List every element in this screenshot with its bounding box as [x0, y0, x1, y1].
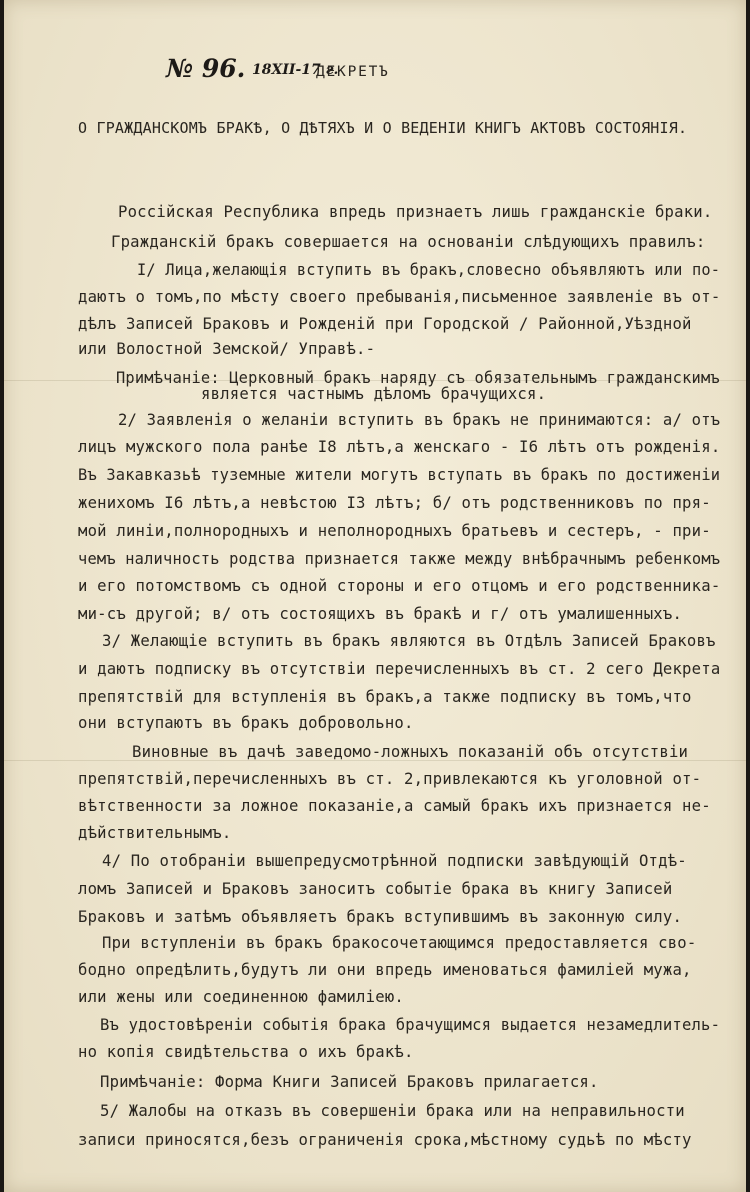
text-line: 3/ Желающіе вступить въ бракъ являются въ Отдѣлъ Записей Браковъ: [102, 632, 716, 650]
text-line: и даютъ подписку въ отсутствіи перечисленныхъ въ ст. 2 сего Декрета: [78, 660, 721, 678]
text-line: Примѣчаніе: Форма Книги Записей Браковъ прилагается.: [100, 1073, 599, 1091]
text-line: даютъ о томъ,по мѣсту своего пребыванія,письменное заявленіе въ от-: [78, 288, 721, 306]
text-line: дѣйствительнымъ.: [78, 824, 232, 842]
text-line: или жены или соединенною фамиліею.: [78, 988, 404, 1006]
text-line: бодно опредѣлить,будутъ ли они впредь именоваться фамиліей мужа,: [78, 961, 692, 979]
text-line: лицъ мужского пола ранѣе I8 лѣтъ,а женскаго - I6 лѣтъ отъ рожденія.: [78, 438, 721, 456]
text-line: они вступаютъ въ бракъ добровольно.: [78, 714, 414, 732]
text-line: но копія свидѣтельства о ихъ бракѣ.: [78, 1043, 414, 1061]
text-line: или Волостной Земской/ Управѣ.-: [78, 340, 376, 358]
handwritten-date: 18XII-17 г.: [252, 62, 339, 78]
text-line: Примѣчаніе: Церковный бракъ наряду съ обязательнымъ гражданскимъ: [116, 369, 720, 387]
text-line: I/ Лица,желающія вступить въ бракъ,словесно объявляютъ или по-: [137, 261, 721, 279]
page-subtitle: О ГРАЖДАНСКОМЪ БРАКѢ, О ДѢТЯХЪ И О ВЕДЕНІИ КНИГЪ АКТОВЪ СОСТОЯНІЯ.: [78, 119, 688, 137]
handwritten-number: № 96.: [166, 54, 246, 83]
text-line: Въ Закавказьѣ туземные жители могутъ вступать въ бракъ по достиженіи: [78, 466, 721, 484]
text-line: Россійская Республика впредь признаетъ лишь гражданскіе браки.: [118, 203, 713, 221]
text-line: Въ удостовѣреніи событія брака брачущимся выдается незамедлитель-: [100, 1016, 721, 1034]
text-line: 5/ Жалобы на отказъ въ совершеніи брака или на неправильности: [100, 1102, 685, 1120]
text-line: ломъ Записей и Браковъ заноситъ событіе брака въ книгу Записей: [78, 880, 673, 898]
text-line: является частнымъ дѣломъ брачущихся.: [201, 385, 547, 403]
text-line: записи приносятся,безъ ограниченія срока,мѣстному судьѣ по мѣсту: [78, 1131, 692, 1149]
text-line: 2/ Заявленія о желаніи вступить въ бракъ не принимаются: а/ отъ: [118, 411, 721, 429]
text-line: 4/ По отобраніи вышепредусмотрѣнной подписки завѣдующій Отдѣ-: [102, 852, 687, 870]
text-line: вѣтственности за ложное показаніе,а самый бракъ ихъ признается не-: [78, 797, 711, 815]
text-line: При вступленіи въ бракъ бракосочетающимся предоставляется сво-: [102, 934, 697, 952]
text-line: препятствій для вступленія въ бракъ,а также подписку въ томъ,что: [78, 688, 692, 706]
text-line: чемъ наличность родства признается также между внѣбрачнымъ ребенкомъ: [78, 550, 721, 568]
document-page: [4, 0, 746, 1192]
text-line: Браковъ и затѣмъ объявляетъ бракъ вступившимъ въ законную силу.: [78, 908, 683, 926]
text-line: препятствій,перечисленныхъ въ ст. 2,привлекаются къ уголовной от-: [78, 770, 702, 788]
text-line: и его потомствомъ съ одной стороны и его отцомъ и его родственника-: [78, 577, 721, 595]
text-line: дѣлъ Записей Браковъ и Рожденій при Городской / Районной,Уѣздной: [78, 315, 692, 333]
text-line: Виновные въ дачѣ заведомо-ложныхъ показаній объ отсутствіи: [132, 743, 689, 761]
page-title: ДЕКРЕТЪ: [316, 64, 390, 80]
text-line: мой линіи,полнородныхъ и неполнородныхъ братьевъ и сестеръ, - при-: [78, 522, 711, 540]
text-line: женихомъ I6 лѣтъ,а невѣстою I3 лѣтъ; б/ отъ родственниковъ по пря-: [78, 494, 711, 512]
text-line: Гражданскій бракъ совершается на основаніи слѣдующихъ правилъ:: [111, 233, 706, 251]
text-line: ми-съ другой; в/ отъ состоящихъ въ бракѣ и г/ отъ умалишенныхъ.: [78, 605, 683, 623]
